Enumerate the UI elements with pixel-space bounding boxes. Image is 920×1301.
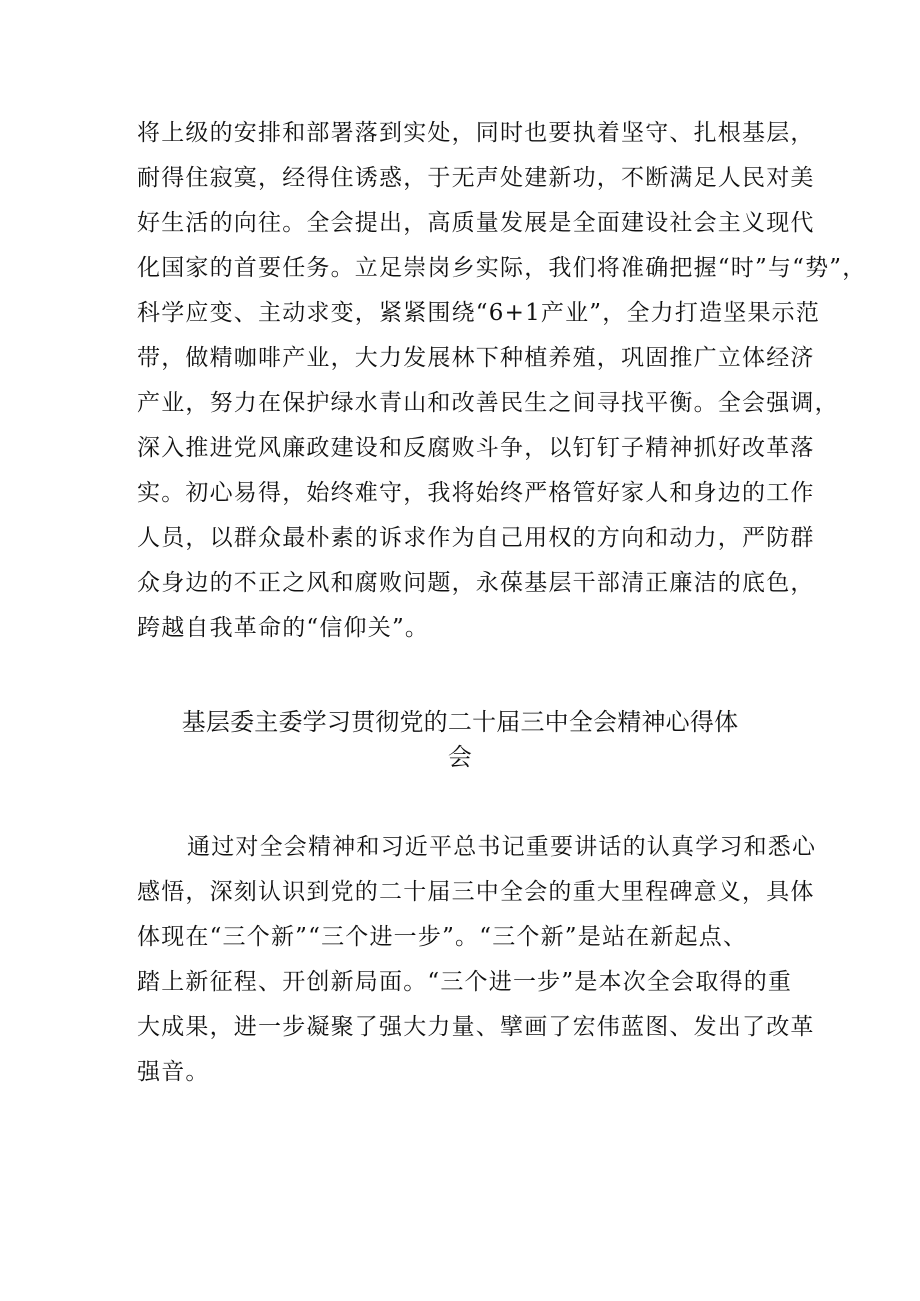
paragraph-1-line: 众身边的不正之风和腐败问题，永葆基层干部清正廉洁的底色， [137, 570, 815, 596]
paragraph-1-line: 带，做精咖啡产业，大力发展林下种植养殖，巩固推广立体经济 [137, 345, 815, 371]
paragraph-1-line: 深入推进党风廉政建设和反腐败斗争，以钉钉子精神抓好改革落 [137, 435, 815, 461]
paragraph-1-line: 将上级的安排和部署落到实处，同时也要执着坚守、扎根基层， [137, 120, 815, 146]
paragraph-2-line: 强音。 [137, 1059, 210, 1085]
paragraph-2-line: 体现在“三个新”“三个进一步”。“三个新”是站在新起点、 [137, 924, 748, 950]
paragraph-2-line: 感悟，深刻认识到党的二十届三中全会的重大里程碑意义，具体 [137, 879, 815, 905]
section-title-line: 基层委主委学习贯彻党的二十届三中全会精神心得体 [181, 708, 739, 736]
paragraph-1-line: 耐得住寂寞，经得住诱惑，于无声处建新功，不断满足人民对美 [137, 165, 815, 191]
paragraph-1-line: 好生活的向往。全会提出，高质量发展是全面建设社会主义现代 [137, 210, 815, 236]
paragraph-1-line: 科学应变、主动求变，紧紧围绕“6+1产业”，全力打造坚果示范 [137, 300, 821, 326]
paragraph-1-line: 产业，努力在保护绿水青山和改善民生之间寻找平衡。全会强调， [137, 390, 839, 416]
paragraph-2-line: 踏上新征程、开创新局面。“三个进一步”是本次全会取得的重 [137, 969, 793, 995]
paragraph-2-line: 大成果，进一步凝聚了强大力量、擘画了宏伟蓝图、发出了改革 [137, 1014, 815, 1040]
paragraph-1-line: 人员，以群众最朴素的诉求作为自己用权的方向和动力，严防群 [137, 525, 815, 551]
section-title-line: 会 [447, 743, 473, 771]
paragraph-2-line: 通过对全会精神和习近平总书记重要讲话的认真学习和悉心 [187, 834, 817, 860]
paragraph-1-line: 实。初心易得，始终难守，我将始终严格管好家人和身边的工作 [137, 480, 815, 506]
paragraph-1-line: 跨越自我革命的“信仰关”。 [137, 615, 430, 641]
paragraph-1-line: 化国家的首要任务。立足崇岗乡实际，我们将准确把握“时”与“势”， [137, 255, 867, 281]
